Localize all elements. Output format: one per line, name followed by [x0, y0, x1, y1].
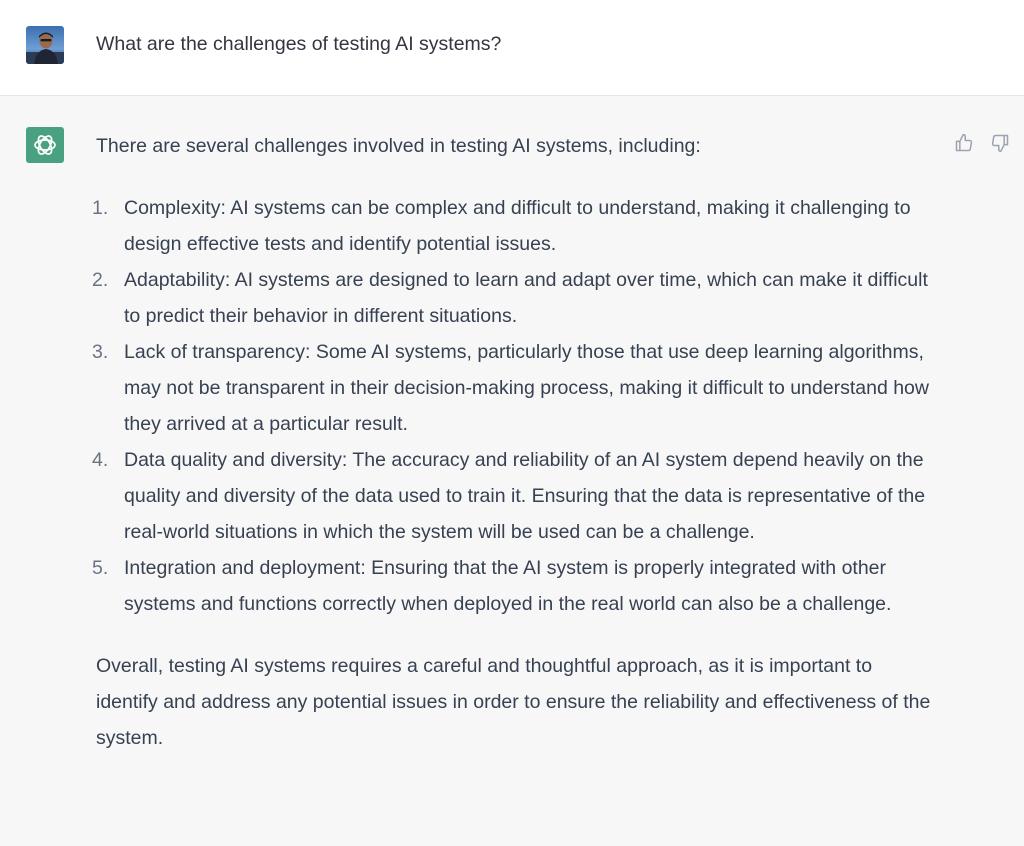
thumbs-down-button[interactable]	[989, 132, 1011, 154]
user-photo-avatar	[26, 26, 64, 64]
list-item-number: 5.	[92, 557, 109, 579]
list-item	[92, 190, 944, 262]
list-item-number: 2.	[92, 269, 109, 291]
list-item	[92, 334, 944, 442]
list-item-text: Data quality and diversity: The accuracy and reliability of an AI system depend heavily on the quality and diversity of the data used to train it. Ensuring that the data is representative of the real-world situations in which the system will be used can be a challenge.	[124, 449, 926, 543]
user-message-row	[0, 0, 1024, 96]
thumbs-down-icon	[990, 133, 1010, 153]
list-item-number: 3.	[92, 341, 109, 363]
openai-logo-icon	[32, 132, 58, 158]
assistant-answer	[92, 128, 956, 756]
list-item-number: 4.	[92, 449, 109, 471]
list-item-text: Integration and deployment: Ensuring that the AI system is properly integrated with other systems and functions correctly when deployed in the real world can also be a challenge.	[124, 557, 892, 615]
answer-intro: There are several challenges involved in testing AI systems, including:	[96, 135, 701, 157]
assistant-avatar	[26, 127, 64, 163]
challenges-list	[92, 190, 956, 622]
user-avatar	[26, 26, 64, 64]
thumbs-up-button[interactable]	[953, 132, 975, 154]
list-item-text: Complexity: AI systems can be complex and difficult to understand, making it challenging to design effective tests and identify potential issues.	[124, 197, 911, 255]
assistant-message-row	[0, 96, 1024, 846]
list-item	[92, 550, 944, 622]
list-item	[92, 442, 944, 550]
list-item-number: 1.	[92, 197, 109, 219]
answer-summary: Overall, testing AI systems requires a careful and thoughtful approach, as it is important to identify and address any potential issues in order to ensure the reliability and effectiveness of the system.	[96, 655, 931, 749]
thumbs-up-icon	[954, 133, 974, 153]
list-item-text: Adaptability: AI systems are designed to learn and adapt over time, which can make it difficult to predict their behavior in different situations.	[124, 269, 928, 327]
list-item-text: Lack of transparency: Some AI systems, particularly those that use deep learning algorithms, may not be transparent in their decision-making process, making it difficult to understand how they arrived at a particular result.	[124, 341, 929, 435]
user-message: What are the challenges of testing AI systems?	[96, 33, 502, 55]
list-item	[92, 262, 944, 334]
